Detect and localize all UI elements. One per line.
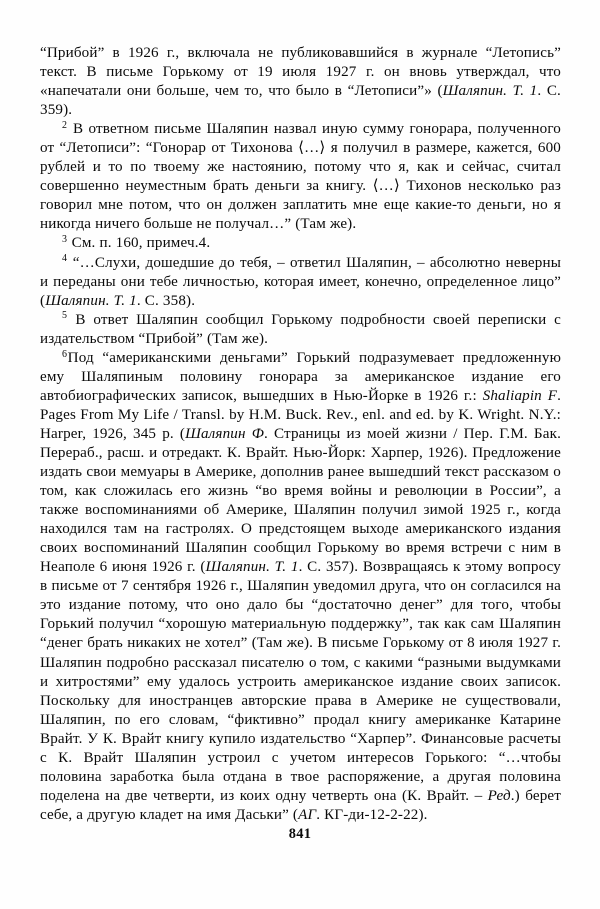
page-text-block — [40, 44, 561, 825]
footnote-paragraph — [40, 234, 561, 253]
text-run: . С. 357). Возвращаясь к этому вопросу в письме от 7 сентября 1926 г., Шаляпин уведомил друга, что он согласился на это издание потому, что оно дало бы “достаточно денег” для того, чтобы Горький получил “хорошую материальную поддержку”, так как сам Шаляпин “денег брать никаких не хотел” (Там же). В письме Горькому от 8 июля 1927 г. Шаляпин подробно рассказал писателю о том, с какими “разными выдумками и хитростями” ему удалось устроить американское издание своих записок. Поскольку для иностранцев авторские права в Америке не существовали, Шаляпин, по его словам, “фиктивно” продал книгу американке Катарине Врайт. У К. Врайт книгу купило издательство “Харпер”. Финансовые расчеты с К. Врайт Шаляпин устроил с учетом интересов Горького: “…чтобы половина заработка была отдана в твое распоряжение, а другая половина поделена на две четверти, из коих одну четверть она (К. Врайт. – — [40, 559, 561, 804]
italic-text-run: Шаляпин Ф — [185, 425, 264, 442]
italic-text-run: Шаляпин. Т. 1 — [442, 83, 538, 100]
text-run: “…Слухи, дошедшие до тебя, – ответил Шаляпин, – абсолютно неверны и переданы они тебе личностью, которая имеет, конечно, определенное лицо” ( — [40, 254, 561, 309]
footnote-paragraph — [40, 254, 561, 311]
text-run: . Страницы из моей жизни / Пер. Г.М. Бак. Перераб., расш. и отредакт. К. Врайт. Нью-Йорк: Харпер, 1926). Предложение издать свои мемуары в Америке, дополнив ранее вышедший текст рассказом о том, как сложилась его жизнь “во время войны и революции в России”, а также воспоминаниями об Америке, Шаляпин получил зимой 1925 г., когда находился там на гастролях. О предстоящем выходе американского издания своих воспоминаний Шаляпин сообщил Горькому во время встречи с ним в Неаполе 6 июня 1926 г. ( — [40, 425, 561, 576]
footnote-paragraph — [40, 349, 561, 825]
italic-text-run: Shaliapin F — [482, 387, 558, 404]
body-paragraph — [40, 44, 561, 120]
footnote-marker: 5 — [62, 310, 68, 322]
footnote-paragraph — [40, 311, 561, 349]
footnote-marker: 6 — [62, 348, 68, 360]
text-run: В ответном письме Шаляпин назвал иную сумму гонорара, полученного от “Летописи”: “Гонорар от Тихонова ⟨…⟩ я получил в размере, кажется, 600 рублей и то по твоему же настоянию, потому что я, как и сейчас, считал совершенно неуместным брать деньги за книгу. ⟨…⟩ Тихонов несколько раз говорил мне потом, что он должен заплатить мне еще какие-то деньги, но я никогда ничего больше не получал…” (Там же). — [40, 121, 561, 233]
italic-text-run: Шаляпин. Т. 1 — [45, 292, 137, 309]
italic-text-run: АГ — [298, 806, 317, 823]
text-run: . КГ-ди-12-2-22). — [316, 806, 428, 823]
italic-text-run: Шаляпин. Т. 1 — [205, 559, 299, 576]
text-run: “Прибой” в 1926 г., включала не публиковавшийся в журнале “Летопись” текст. В письме Горькому от 19 июля 1927 г. он вновь утверждал, что «напечатали они больше, чем то, что было в “Летописи”» ( — [40, 45, 561, 100]
footnote-marker: 3 — [62, 234, 68, 246]
footnote-paragraph — [40, 120, 561, 234]
text-run: . С. 358). — [136, 292, 196, 309]
page-number: 841 — [288, 826, 312, 842]
text-run: . Pages From My Life / Transl. by H.M. Buck. Rev., enl. and ed. by K. Wright. N.Y.: Harper, 1926, 345 p. ( — [40, 387, 562, 442]
text-run: См. п. 160, примеч.4. — [67, 235, 211, 252]
text-run: Под “американскими деньгами” Горький подразумевает предложенную ему Шаляпиным половину гонорара за американское издание его автобиографических записок, вышедших в Нью-Йорке в 1926 г.: — [40, 349, 561, 404]
footnote-marker: 2 — [62, 120, 68, 132]
footnote-marker: 4 — [62, 253, 68, 265]
italic-text-run: Ред — [487, 787, 511, 804]
text-run: В ответ Шаляпин сообщил Горькому подробности своей переписки с издательством “Прибой” (Там же). — [40, 311, 561, 347]
text-run: . С. 359). — [40, 83, 561, 119]
text-run: .) берет себе, а другую кладет на имя Даськи” ( — [40, 787, 561, 823]
